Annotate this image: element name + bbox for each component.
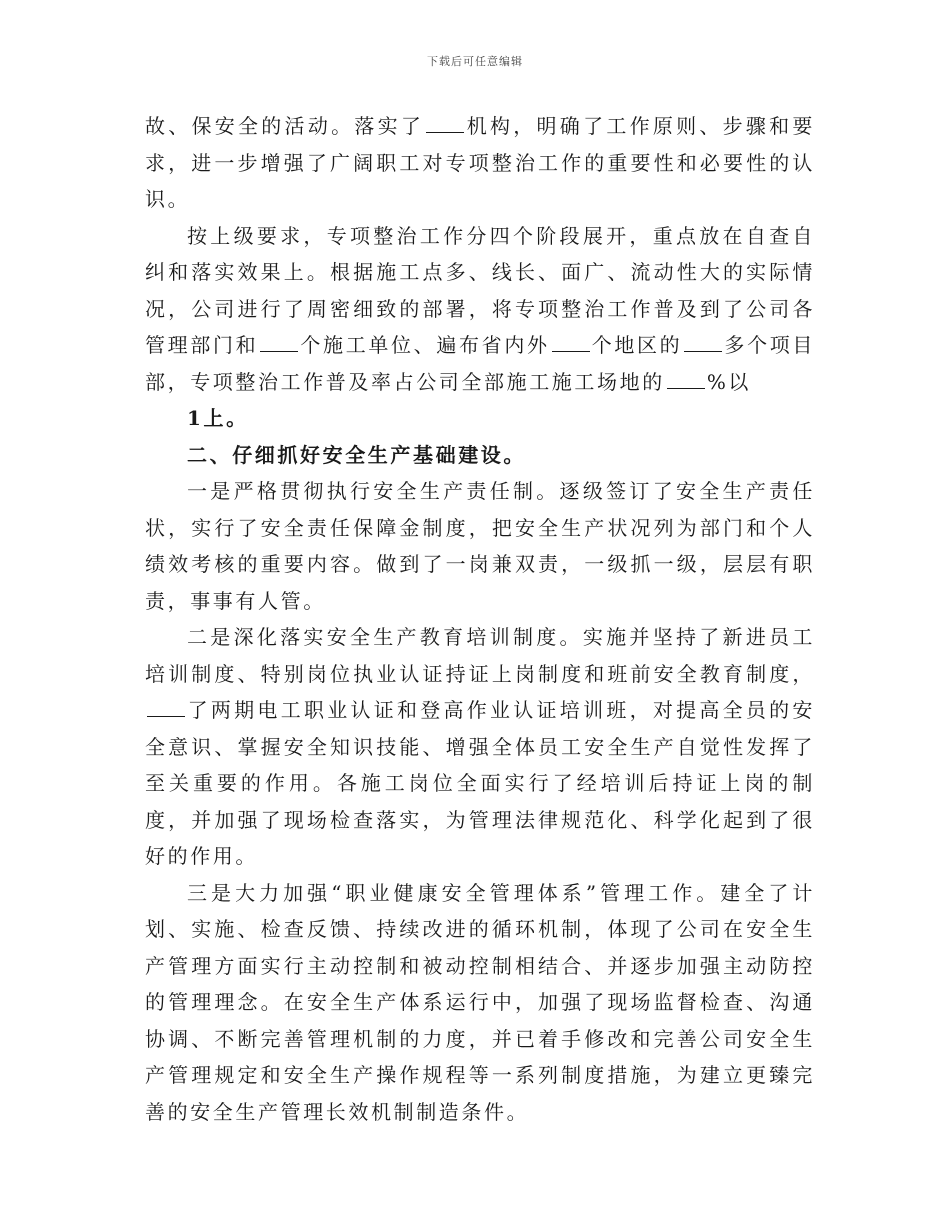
page-header: 下载后可任意编辑 — [427, 55, 523, 68]
blank-underline — [426, 116, 464, 133]
paragraph-3: 1上。 — [187, 406, 249, 430]
blank-underline — [147, 700, 185, 717]
document-body — [145, 108, 815, 1130]
section-heading: 二、仔细抓好安全生产基础建设。 — [187, 442, 526, 467]
paragraph-6: 三是大力加强“职业健康安全管理体系”管理工作。建全了计划、实施、检查反馈、持续改进的循环机制，体现了公司在安全生产管理方面实行主动控制和被动控制相结合、并逐步加强主动防控的管理理念。在安全生产体系运行中，加强了现场监督检查、沟通协调、不断完善管理机制的力度，并已着手修改和完善公司安全生产管理规定和安全生产操作规程等一系列制度措施，为建立更臻完善的安全生产管理长效机制制造条件。 — [145, 880, 815, 1124]
blank-underline — [552, 335, 590, 352]
paragraph-4: 一是严格贯彻执行安全生产责任制。逐级签订了安全生产责任状，实行了安全责任保障金制度，把安全生产状况列为部门和个人绩效考核的重要内容。做到了一岗兼双责，一级抓一级，层层有职责，事事有人管。 — [145, 479, 815, 613]
paragraph-1: 故、保安全的活动。落实了 机构，明确了工作原则、步骤和要求，进一步增强了广阔职工对专项整治工作的重要性和必要性的认识。 — [145, 114, 815, 211]
blank-underline — [260, 335, 298, 352]
blank-underline — [667, 372, 705, 389]
paragraph-2: 按上级要求，专项整治工作分四个阶段展开，重点放在自查自纠和落实效果上。根据施工点多、线长、面广、流动性大的实际情况，公司进行了周密细致的部署，将专项整治工作普及到了公司各管理部门和 个施工单位、遍布省内外 个地区的 多个项目部，专项整治工作普及率占公司全部施工施工场地的 %以 — [145, 223, 816, 394]
paragraph-5: 二是深化落实安全生产教育培训制度。实施并坚持了新进员工培训制度、特别岗位执业认证持证上岗制度和班前安全教育制度，了两期电工职业认证和登高作业认证培训班，对提高全员的安全意识、掌握安全知识技能、增强全体员工安全生产自觉性发挥了至关重要的作用。各施工岗位全面实行了经培训后持证上岗的制度，并加强了现场检查落实，为管理法律规范化、科学化起到了很好的作用。 — [145, 625, 815, 868]
blank-underline — [684, 335, 722, 352]
